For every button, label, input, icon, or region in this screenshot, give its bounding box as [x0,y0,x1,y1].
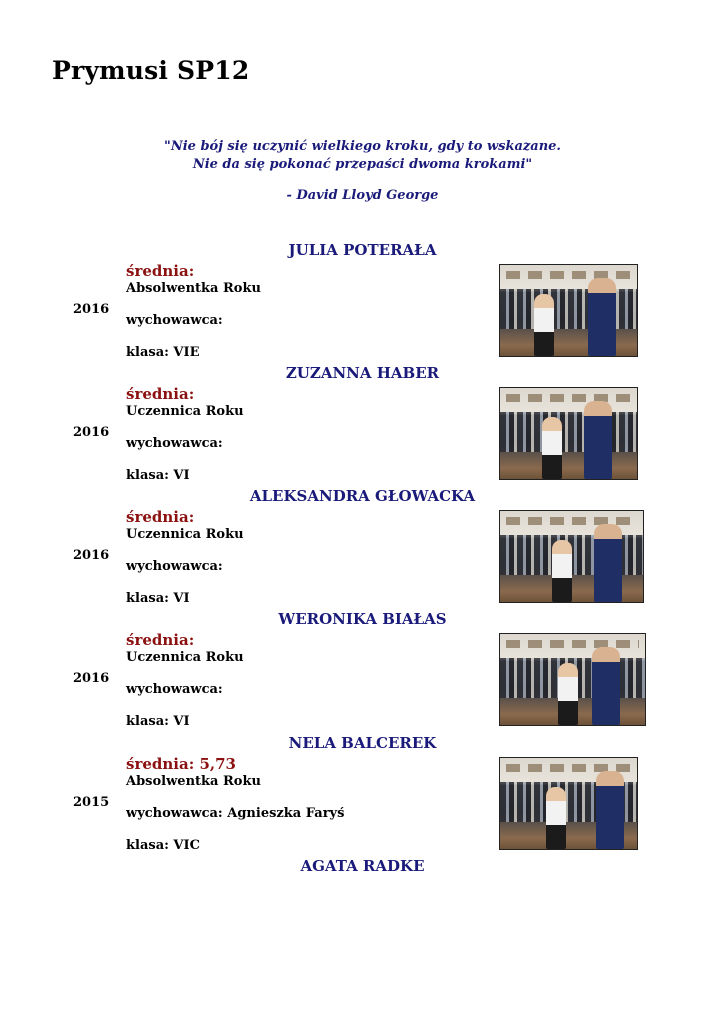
student-tutor: wychowawca: Agnieszka Faryś [126,806,345,821]
student-name: AGATA RADKE [300,857,425,875]
student-year: 2015 [73,795,110,810]
student-year: 2016 [73,671,110,686]
student-award: Uczennica Roku [126,650,244,665]
page-title: Prymusi SP12 [52,56,250,85]
student-entry [0,487,725,610]
award-photo [499,757,638,850]
quote [0,138,725,174]
award-photo [499,387,638,480]
student-name: WERONIKA BIAŁAS [278,610,447,628]
student-entry [0,241,725,364]
student-class: klasa: VI [126,468,190,483]
student-name: ZUZANNA HABER [285,364,440,382]
student-award: Uczennica Roku [126,404,244,419]
student-tutor: wychowawca: [126,682,223,697]
student-year: 2016 [73,302,110,317]
student-name: JULIA POTERAŁA [288,241,437,259]
student-name: NELA BALCEREK [288,734,437,752]
student-year: 2016 [73,425,110,440]
student-tutor: wychowawca: [126,436,223,451]
student-tutor: wychowawca: [126,313,223,328]
student-award: Uczennica Roku [126,527,244,542]
student-award: Absolwentka Roku [126,281,261,296]
student-award: Absolwentka Roku [126,774,261,789]
student-class: klasa: VIC [126,838,200,853]
student-class: klasa: VI [126,591,190,606]
student-class: klasa: VI [126,714,190,729]
student-average: średnia: [126,385,195,403]
student-entry [0,364,725,487]
student-entry [0,734,725,857]
student-average: średnia: 5,73 [126,755,236,773]
quote-author: - David Lloyd George [286,188,439,203]
student-average: średnia: [126,631,195,649]
award-photo [499,633,646,726]
student-class: klasa: VIE [126,345,200,360]
student-entry [0,857,725,881]
award-photo [499,510,644,603]
quote-line-2: Nie da się pokonać przepaści dwoma krokami" [192,157,533,172]
student-average: średnia: [126,508,195,526]
quote-line-1: "Nie bój się uczynić wielkiego kroku, gdy to wskazane. [164,139,561,154]
student-name: ALEKSANDRA GŁOWACKA [249,487,476,505]
student-year: 2016 [73,548,110,563]
student-tutor: wychowawca: [126,559,223,574]
student-entry [0,610,725,733]
student-average: średnia: [126,262,195,280]
award-photo [499,264,638,357]
